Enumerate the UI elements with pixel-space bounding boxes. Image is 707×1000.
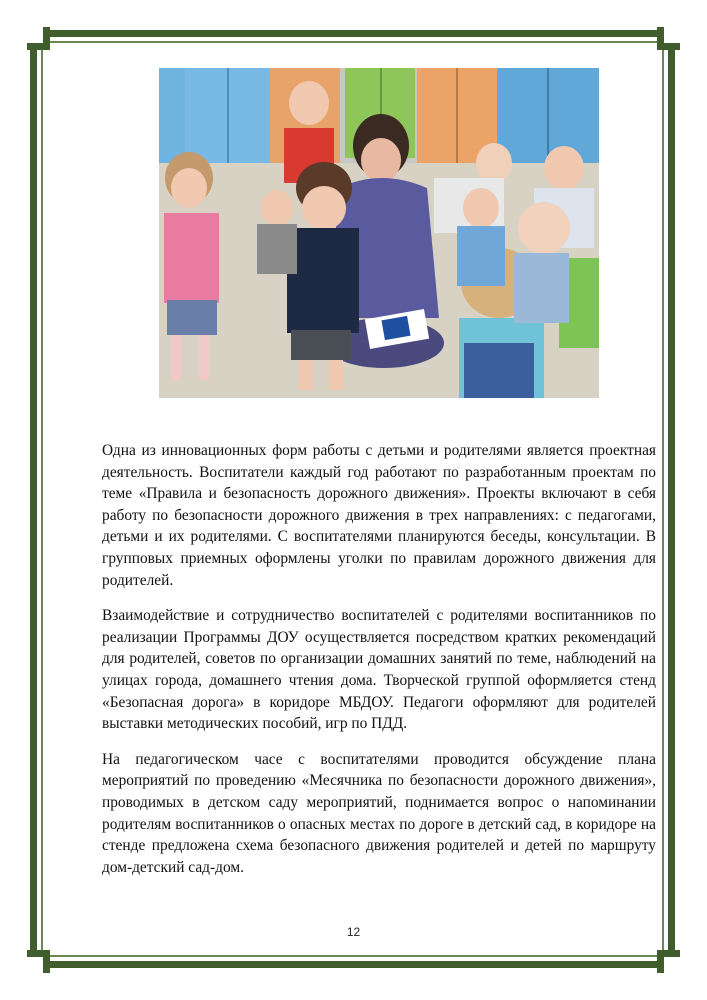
border-corner-top-right xyxy=(657,27,680,50)
border-corner-bottom-right xyxy=(657,950,680,973)
paragraph: Одна из инновационных форм работы с детьми и родителями является проектная деятельность. Воспитатели каждый год работают по разработанным проектам по теме «Правила и безопасность дорожного движения». Проекты включают в себя работу по безопасности дорожного движения в трех направлениях: с педагогами, детьми и их родителями. С воспитателями планируются беседы, консультации. В групповых приемных оформлены уголки по правилам дорожного движения для родителей. xyxy=(102,442,656,589)
paragraph: На педагогическом часе с воспитателями проводится обсуждение плана мероприятий по проведению «Месячника по безопасности дорожного движения», проводимых в детском саду мероприятий, поднимается вопрос о напоминании родителям воспитанников о опасных местах по дороге в детский сад, в коридоре на стенде предложена схема безопасного движения родителей и детей по маршруту дом-детский сад-дом. xyxy=(102,750,656,876)
border-corner-bottom-left xyxy=(27,950,50,973)
page-number: 12 xyxy=(346,925,361,939)
body-text xyxy=(102,440,656,892)
border-corner-top-left xyxy=(27,27,50,50)
kindergarten-photo xyxy=(159,68,599,398)
paragraph: Взаимодействие и сотрудничество воспитателей с родителями воспитанников по реализации Программы ДОУ осуществляется посредством кратких рекомендаций для родителей, советов по организации домашних занятий по теме, наблюдений на улицах города, домашнего чтения дома. Творческой группой оформляется стенд «Безопасная дорога» в коридоре МБДОУ. Педагоги оформляют для родителей выставки методических пособий, игр по ПДД. xyxy=(102,607,656,733)
